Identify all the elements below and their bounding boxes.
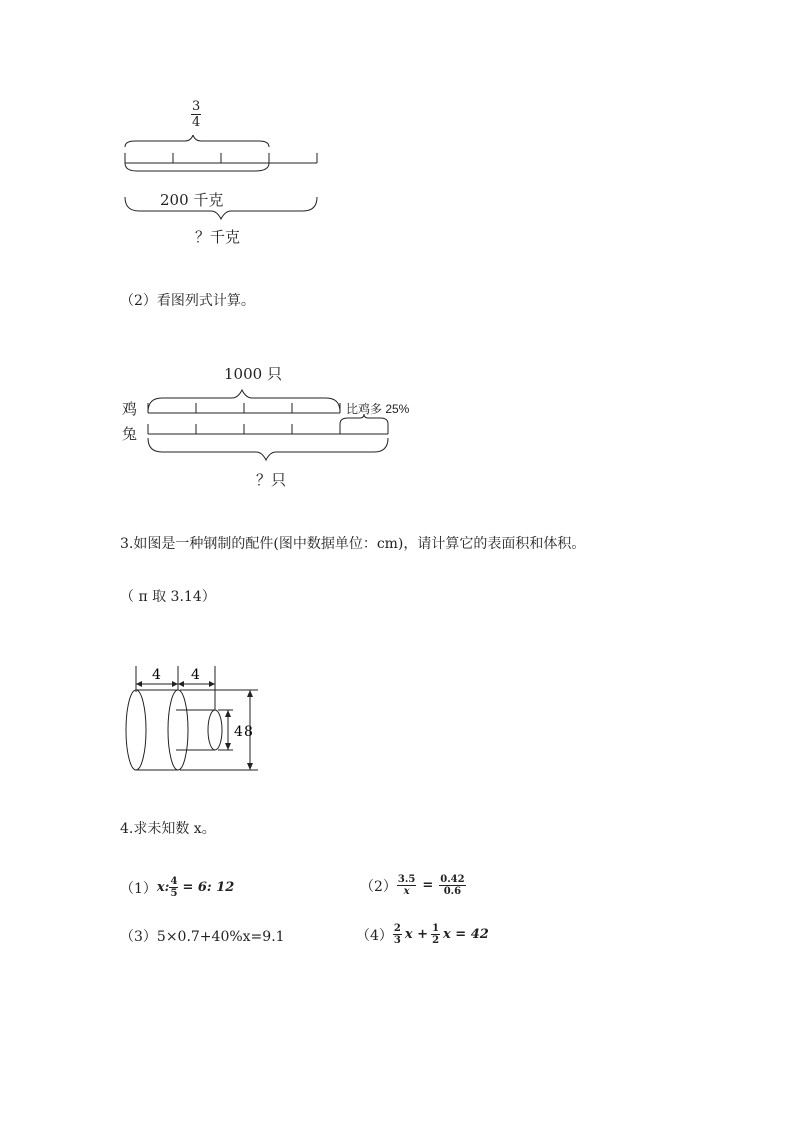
dim-width-2: 4 <box>191 667 200 683</box>
brace-extra <box>340 414 388 424</box>
equation-2 <box>360 874 466 897</box>
eq1-prefix: （1） <box>120 880 157 897</box>
label-unknown-count: ？只 <box>256 471 287 489</box>
eq4-prefix: （4） <box>356 927 393 944</box>
fraction-numerator: 3 <box>192 99 201 114</box>
dim-width-1: 4 <box>152 667 161 683</box>
eq4-frac-1: $\frac{2}{3}$ <box>393 923 401 946</box>
steel-part-figure <box>118 660 268 775</box>
top-brace <box>125 135 269 147</box>
label-extra-25: 比鸡多 25% <box>346 402 410 416</box>
eq4-frac-2: $\frac{1}{2}$ <box>432 923 440 946</box>
equation-1 <box>120 876 234 899</box>
dim-inner: 4 <box>234 724 243 740</box>
fraction-denominator: 4 <box>192 115 201 130</box>
eq1-frac: $\frac{4}{5}$ <box>170 876 178 899</box>
q2-title: （2）看图列式计算。 <box>120 293 255 309</box>
equation-4 <box>356 923 489 946</box>
q4-text: 4.求未知数 x。 <box>120 821 216 837</box>
eq4-term-2: x = 42 <box>443 927 489 942</box>
eq1-rhs: = 6: 12 <box>182 880 235 895</box>
label-200kg: 200 千克 <box>160 191 224 209</box>
label-1000: 1000 只 <box>224 365 282 383</box>
label-rabbit: 兔 <box>122 425 138 443</box>
brace-200kg <box>125 163 269 171</box>
label-chicken: 鸡 <box>122 400 138 418</box>
dim-outer: 8 <box>244 724 253 740</box>
bar-diagram-2 <box>140 380 400 470</box>
eq2-prefix: （2） <box>360 878 397 895</box>
fraction-three-quarters <box>191 99 201 130</box>
eq2-left-frac: $\frac{3.5}{x}$ <box>397 874 416 897</box>
eq2-right-frac: $\frac{0.42}{0.6}$ <box>440 874 465 897</box>
eq1-x: x: <box>156 880 170 895</box>
equation-3: （3）5×0.7+40%x=9.1 <box>120 929 285 945</box>
brace-total-rabbit <box>148 438 388 460</box>
eq4-term-1: x + <box>404 927 429 942</box>
eq2-equals: = <box>422 878 434 893</box>
bar-diagram-1 <box>115 135 330 225</box>
q3-pi-note: （ π 取 3.14） <box>120 589 216 605</box>
label-unknown-kg: ？千克 <box>195 228 241 246</box>
q3-text: 3.如图是一种钢制的配件(图中数据单位：cm)，请计算它的表面积和体积。 <box>120 536 586 552</box>
